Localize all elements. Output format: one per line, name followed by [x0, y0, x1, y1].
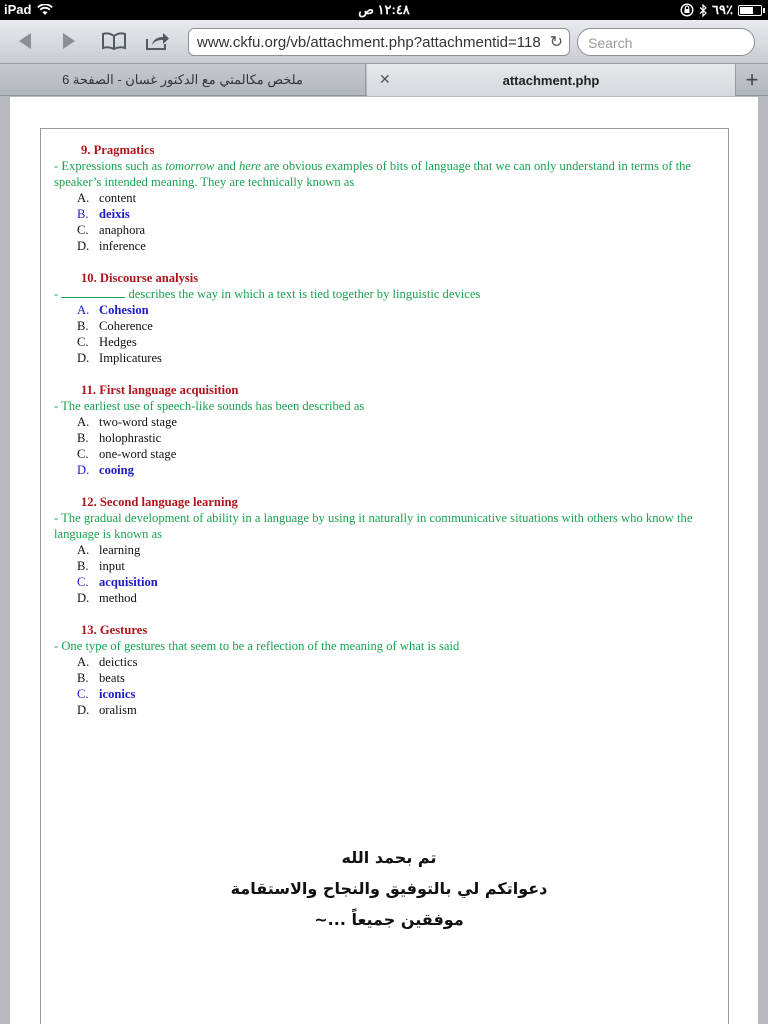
tab-label: ملخص مكالمتي مع الدكتور غسان - الصفحة 6: [62, 72, 303, 87]
battery-level: [740, 7, 753, 14]
address-bar[interactable]: [188, 28, 570, 56]
answer-option: [77, 414, 724, 430]
search-input[interactable]: [577, 28, 755, 56]
option-text: acquisition: [99, 575, 158, 589]
closing-line: موفقين جميعاً ...~: [314, 910, 464, 929]
option-letter: A.: [77, 543, 90, 557]
closing-line: دعواتكم لي بالتوفيق والنجاح والاستقامة: [230, 879, 548, 898]
question-text-part: -: [54, 287, 62, 301]
answer-option: [77, 654, 724, 670]
question-title: 12. Second language learning: [81, 495, 238, 509]
question-text: [54, 510, 724, 542]
answer-option: [77, 350, 724, 366]
option-text: content: [99, 191, 137, 205]
question-text: [54, 638, 724, 654]
option-letter: D.: [77, 463, 90, 477]
document-viewport[interactable]: [0, 97, 768, 1024]
option-letter: C.: [77, 447, 89, 461]
option-text: oralism: [99, 703, 137, 717]
option-text: Implicatures: [99, 351, 162, 365]
option-letter: B.: [77, 319, 89, 333]
option-text: Coherence: [99, 319, 153, 333]
answer-option: [77, 542, 724, 558]
option-letter: A.: [77, 655, 90, 669]
option-text: one-word stage: [99, 447, 177, 461]
bluetooth-icon: [699, 4, 707, 17]
closing-line: تم بحمد الله: [341, 848, 437, 867]
back-button[interactable]: [14, 28, 36, 54]
back-arrow-icon: [17, 32, 33, 50]
answer-option: [77, 702, 724, 718]
option-letter: D.: [77, 591, 90, 605]
reload-icon[interactable]: ↻: [549, 34, 563, 51]
answer-option: [77, 670, 724, 686]
answer-option: [77, 558, 724, 574]
bookmarks-book-icon: [101, 32, 127, 50]
question-text-part: tomorrow: [165, 159, 215, 173]
option-text: input: [99, 559, 125, 573]
option-text: Cohesion: [99, 303, 149, 317]
option-letter: D.: [77, 351, 90, 365]
url-text: www.ckfu.org/vb/attachment.php?attachmentid=118: [197, 34, 541, 51]
answer-option: [77, 238, 724, 254]
option-letter: C.: [77, 575, 89, 589]
tab-current[interactable]: [367, 64, 735, 96]
question-text-part: and: [214, 159, 239, 173]
new-tab-button[interactable]: [735, 64, 768, 96]
option-letter: D.: [77, 703, 90, 717]
status-bar: [0, 0, 768, 20]
share-button[interactable]: [144, 28, 172, 54]
option-letter: D.: [77, 239, 90, 253]
answer-option: [77, 334, 724, 350]
bookmarks-button[interactable]: [100, 28, 128, 54]
answer-option: [77, 190, 724, 206]
option-text: deictics: [99, 655, 138, 669]
question-text-part: are obvious examples of bits of language that we can only understand in terms of the speaker’s intended meaning. They are technically known as: [54, 159, 692, 189]
battery-percent: ٦٩٪: [712, 2, 733, 17]
answer-option: [77, 222, 724, 238]
clock: ١٢:٤٨ ص: [358, 2, 410, 17]
option-letter: A.: [77, 415, 90, 429]
option-text: iconics: [99, 687, 136, 701]
answer-option: [77, 430, 724, 446]
closing-message: [54, 842, 724, 935]
question-text: [54, 286, 724, 302]
orientation-lock-icon: [680, 3, 694, 17]
question-block: [54, 622, 724, 718]
tab-previous[interactable]: [0, 64, 366, 96]
forward-arrow-icon: [61, 32, 77, 50]
option-letter: C.: [77, 335, 89, 349]
question-title: 11. First language acquisition: [81, 383, 239, 397]
question-block: [54, 494, 724, 606]
correct-option: [77, 574, 724, 590]
plus-icon: +: [745, 67, 759, 92]
search-placeholder: Search: [588, 35, 633, 51]
option-letter: B.: [77, 207, 89, 221]
question-text-part: - The earliest use of speech-like sounds has been described as: [54, 399, 365, 413]
answer-option: [77, 590, 724, 606]
option-text: deixis: [99, 207, 130, 221]
question-text: [54, 398, 724, 414]
close-tab-icon[interactable]: ✕: [379, 71, 391, 87]
option-text: beats: [99, 671, 125, 685]
browser-toolbar: [0, 20, 768, 64]
option-text: Hedges: [99, 335, 137, 349]
question-text-part: here: [238, 159, 261, 173]
option-text: holophrastic: [99, 431, 162, 445]
share-icon: [145, 31, 171, 51]
battery-icon: [738, 5, 762, 16]
option-text: anaphora: [99, 223, 146, 237]
forward-button[interactable]: [58, 28, 80, 54]
question-text: [54, 158, 724, 190]
question-text-part: - The gradual development of ability in a language by using it naturally in communicative situations with others who know the language is known as: [54, 511, 693, 541]
option-letter: A.: [77, 191, 90, 205]
answer-option: [77, 318, 724, 334]
question-title: 13. Gestures: [81, 623, 148, 637]
option-letter: C.: [77, 687, 89, 701]
option-text: method: [99, 591, 137, 605]
option-letter: B.: [77, 671, 89, 685]
option-text: cooing: [99, 463, 134, 477]
correct-option: [77, 206, 724, 222]
correct-option: [77, 686, 724, 702]
correct-option: [77, 302, 724, 318]
option-letter: C.: [77, 223, 89, 237]
question-title: 9. Pragmatics: [81, 143, 155, 157]
tab-bar: [0, 64, 768, 96]
device-name: iPad: [4, 2, 32, 17]
answer-blank: [61, 287, 125, 298]
question-title: 10. Discourse analysis: [81, 271, 199, 285]
option-text: two-word stage: [99, 415, 177, 429]
option-text: inference: [99, 239, 146, 253]
option-letter: B.: [77, 559, 89, 573]
question-block: [54, 382, 724, 478]
option-text: learning: [99, 543, 141, 557]
answer-option: [77, 446, 724, 462]
option-letter: B.: [77, 431, 89, 445]
option-letter: A.: [77, 303, 90, 317]
correct-option: [77, 462, 724, 478]
question-text-part: describes the way in which a text is tied together by linguistic devices: [125, 287, 481, 301]
question-text-part: - One type of gestures that seem to be a reflection of the meaning of what is said: [54, 639, 460, 653]
question-block: [54, 142, 724, 254]
tab-label: attachment.php: [502, 72, 600, 88]
question-text-part: - Expressions such as: [54, 159, 166, 173]
questions-list: [54, 142, 724, 734]
question-block: [54, 270, 724, 366]
